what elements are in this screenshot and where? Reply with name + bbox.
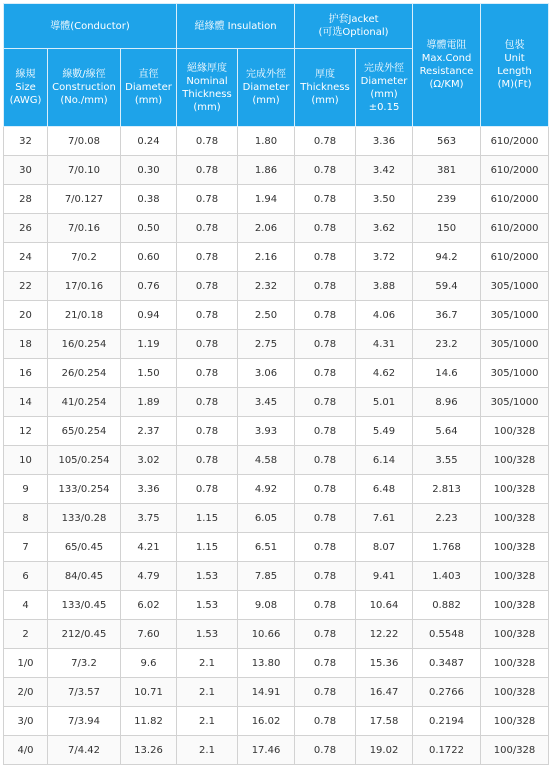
conductor-diameter-cell: 0.38 xyxy=(121,185,177,214)
construction-cell: 7/3.2 xyxy=(48,649,121,678)
jacket-thickness-cell: 0.78 xyxy=(295,388,356,417)
unit-length-cell: 305/1000 xyxy=(481,301,549,330)
unit-length-cell: 305/1000 xyxy=(481,388,549,417)
conductor-group-header: 導體(Conductor) xyxy=(4,4,177,49)
nominal-thickness-cell: 0.78 xyxy=(177,475,238,504)
construction-cell: 41/0.254 xyxy=(48,388,121,417)
size-cell: 2/0 xyxy=(4,678,48,707)
insulation-diameter-cell: 3.93 xyxy=(238,417,295,446)
unit-length-cell: 100/328 xyxy=(481,417,549,446)
table-row xyxy=(4,272,549,301)
table-row xyxy=(4,388,549,417)
jacket-diameter-cell: 3.42 xyxy=(356,156,413,185)
jacket-diameter-cell: 8.07 xyxy=(356,533,413,562)
size-cell: 3/0 xyxy=(4,707,48,736)
size-cell: 9 xyxy=(4,475,48,504)
jacket-thickness-cell: 0.78 xyxy=(295,649,356,678)
unit-length-cell: 100/328 xyxy=(481,649,549,678)
size-cell: 8 xyxy=(4,504,48,533)
conductor-diameter-cell: 10.71 xyxy=(121,678,177,707)
table-row xyxy=(4,417,549,446)
construction-cell: 7/0.10 xyxy=(48,156,121,185)
construction-cell: 7/3.94 xyxy=(48,707,121,736)
nominal-thickness-cell: 2.1 xyxy=(177,649,238,678)
conductor-diameter-cell: 3.75 xyxy=(121,504,177,533)
size-cell: 28 xyxy=(4,185,48,214)
insulation-diameter-cell: 2.16 xyxy=(238,243,295,272)
table-row xyxy=(4,214,549,243)
unit-length-header: 包裝 Unit Length (M)(Ft) xyxy=(481,4,549,127)
table-row xyxy=(4,504,549,533)
nominal-thickness-cell: 0.78 xyxy=(177,330,238,359)
size-cell: 6 xyxy=(4,562,48,591)
size-cell: 26 xyxy=(4,214,48,243)
table-row xyxy=(4,446,549,475)
max-cond-resistance-cell: 36.7 xyxy=(413,301,481,330)
nominal-thickness-cell: 2.1 xyxy=(177,736,238,765)
conductor-diameter-cell: 1.89 xyxy=(121,388,177,417)
nominal-thickness-cell: 0.78 xyxy=(177,156,238,185)
conductor-diameter-cell: 4.21 xyxy=(121,533,177,562)
conductor-diameter-cell: 0.24 xyxy=(121,127,177,156)
conductor-diameter-cell: 3.36 xyxy=(121,475,177,504)
jacket-diameter-cell: 5.49 xyxy=(356,417,413,446)
unit-length-cell: 100/328 xyxy=(481,678,549,707)
construction-cell: 84/0.45 xyxy=(48,562,121,591)
jacket-thickness-cell: 0.78 xyxy=(295,736,356,765)
size-cell: 10 xyxy=(4,446,48,475)
unit-length-cell: 610/2000 xyxy=(481,243,549,272)
unit-length-cell: 100/328 xyxy=(481,504,549,533)
table-row xyxy=(4,678,549,707)
conductor-diameter-cell: 0.94 xyxy=(121,301,177,330)
max-cond-resistance-cell: 2.23 xyxy=(413,504,481,533)
table-row xyxy=(4,127,549,156)
size-cell: 18 xyxy=(4,330,48,359)
size-cell: 14 xyxy=(4,388,48,417)
construction-cell: 212/0.45 xyxy=(48,620,121,649)
jacket-diameter-cell: 3.50 xyxy=(356,185,413,214)
unit-length-cell: 100/328 xyxy=(481,620,549,649)
jacket-thickness-cell: 0.78 xyxy=(295,330,356,359)
jacket-thickness-cell: 0.78 xyxy=(295,127,356,156)
construction-cell: 17/0.16 xyxy=(48,272,121,301)
jacket-thickness-cell: 0.78 xyxy=(295,156,356,185)
jacket-thickness-cell: 0.78 xyxy=(295,417,356,446)
max-cond-resistance-cell: 0.3487 xyxy=(413,649,481,678)
size-cell: 32 xyxy=(4,127,48,156)
insulation-diameter-cell: 9.08 xyxy=(238,591,295,620)
jacket-diameter-cell: 15.36 xyxy=(356,649,413,678)
insulation-diameter-cell: 1.86 xyxy=(238,156,295,185)
insulation-diameter-header: 完成外徑 Diameter (mm) xyxy=(238,49,295,127)
jacket-diameter-cell: 7.61 xyxy=(356,504,413,533)
unit-length-cell: 100/328 xyxy=(481,446,549,475)
max-cond-resistance-cell: 14.6 xyxy=(413,359,481,388)
size-cell: 16 xyxy=(4,359,48,388)
construction-cell: 105/0.254 xyxy=(48,446,121,475)
nominal-thickness-cell: 0.78 xyxy=(177,301,238,330)
conductor-diameter-header: 直徑 Diameter (mm) xyxy=(121,49,177,127)
jacket-thickness-cell: 0.78 xyxy=(295,620,356,649)
conductor-diameter-cell: 6.02 xyxy=(121,591,177,620)
insulation-diameter-cell: 4.58 xyxy=(238,446,295,475)
nominal-thickness-cell: 0.78 xyxy=(177,446,238,475)
size-cell: 20 xyxy=(4,301,48,330)
conductor-diameter-cell: 0.76 xyxy=(121,272,177,301)
nominal-thickness-header: 絕緣厚度 Nominal Thickness (mm) xyxy=(177,49,238,127)
conductor-diameter-cell: 0.60 xyxy=(121,243,177,272)
size-cell: 30 xyxy=(4,156,48,185)
max-cond-resistance-cell: 1.403 xyxy=(413,562,481,591)
table-row xyxy=(4,736,549,765)
unit-length-cell: 305/1000 xyxy=(481,330,549,359)
conductor-diameter-cell: 1.19 xyxy=(121,330,177,359)
unit-length-cell: 100/328 xyxy=(481,475,549,504)
jacket-diameter-cell: 3.36 xyxy=(356,127,413,156)
table-row xyxy=(4,562,549,591)
max-cond-resistance-cell: 1.768 xyxy=(413,533,481,562)
max-cond-resistance-cell: 0.2194 xyxy=(413,707,481,736)
jacket-diameter-cell: 16.47 xyxy=(356,678,413,707)
unit-length-cell: 100/328 xyxy=(481,562,549,591)
construction-cell: 7/4.42 xyxy=(48,736,121,765)
table-row xyxy=(4,359,549,388)
size-header: 線規 Size (AWG) xyxy=(4,49,48,127)
jacket-thickness-header: 厚度 Thickness (mm) xyxy=(295,49,356,127)
jacket-group-header: 护套Jacket (可选Optional) xyxy=(295,4,413,49)
nominal-thickness-cell: 1.53 xyxy=(177,591,238,620)
jacket-thickness-cell: 0.78 xyxy=(295,707,356,736)
jacket-thickness-cell: 0.78 xyxy=(295,185,356,214)
size-cell: 4/0 xyxy=(4,736,48,765)
unit-length-cell: 100/328 xyxy=(481,533,549,562)
construction-header: 線數/線徑 Construction (No./mm) xyxy=(48,49,121,127)
unit-length-cell: 610/2000 xyxy=(481,214,549,243)
size-cell: 1/0 xyxy=(4,649,48,678)
max-cond-resistance-cell: 239 xyxy=(413,185,481,214)
unit-length-cell: 610/2000 xyxy=(481,185,549,214)
table-body xyxy=(4,127,549,765)
nominal-thickness-cell: 2.1 xyxy=(177,707,238,736)
nominal-thickness-cell: 1.53 xyxy=(177,562,238,591)
table-row xyxy=(4,475,549,504)
max-cond-resistance-cell: 94.2 xyxy=(413,243,481,272)
insulation-diameter-cell: 2.32 xyxy=(238,272,295,301)
conductor-diameter-cell: 7.60 xyxy=(121,620,177,649)
size-cell: 4 xyxy=(4,591,48,620)
construction-cell: 65/0.254 xyxy=(48,417,121,446)
jacket-diameter-cell: 9.41 xyxy=(356,562,413,591)
max-cond-resistance-cell: 3.55 xyxy=(413,446,481,475)
max-cond-resistance-cell: 381 xyxy=(413,156,481,185)
insulation-diameter-cell: 2.06 xyxy=(238,214,295,243)
table-row xyxy=(4,591,549,620)
nominal-thickness-cell: 1.15 xyxy=(177,533,238,562)
jacket-diameter-cell: 12.22 xyxy=(356,620,413,649)
nominal-thickness-cell: 0.78 xyxy=(177,359,238,388)
conductor-diameter-cell: 4.79 xyxy=(121,562,177,591)
size-cell: 22 xyxy=(4,272,48,301)
conductor-diameter-cell: 13.26 xyxy=(121,736,177,765)
nominal-thickness-cell: 2.1 xyxy=(177,678,238,707)
insulation-diameter-cell: 2.75 xyxy=(238,330,295,359)
unit-length-cell: 100/328 xyxy=(481,707,549,736)
insulation-diameter-cell: 2.50 xyxy=(238,301,295,330)
jacket-diameter-cell: 4.62 xyxy=(356,359,413,388)
unit-length-cell: 610/2000 xyxy=(481,127,549,156)
insulation-diameter-cell: 17.46 xyxy=(238,736,295,765)
unit-length-cell: 100/328 xyxy=(481,591,549,620)
max-cond-resistance-cell: 0.882 xyxy=(413,591,481,620)
unit-length-cell: 305/1000 xyxy=(481,359,549,388)
jacket-thickness-cell: 0.78 xyxy=(295,243,356,272)
jacket-thickness-cell: 0.78 xyxy=(295,446,356,475)
insulation-diameter-cell: 7.85 xyxy=(238,562,295,591)
table-row xyxy=(4,649,549,678)
insulation-diameter-cell: 10.66 xyxy=(238,620,295,649)
jacket-diameter-cell: 4.06 xyxy=(356,301,413,330)
jacket-thickness-cell: 0.78 xyxy=(295,272,356,301)
insulation-diameter-cell: 6.05 xyxy=(238,504,295,533)
table-row xyxy=(4,330,549,359)
table-row xyxy=(4,301,549,330)
jacket-thickness-cell: 0.78 xyxy=(295,214,356,243)
conductor-diameter-cell: 2.37 xyxy=(121,417,177,446)
unit-length-cell: 610/2000 xyxy=(481,156,549,185)
nominal-thickness-cell: 1.53 xyxy=(177,620,238,649)
nominal-thickness-cell: 1.15 xyxy=(177,504,238,533)
construction-cell: 133/0.28 xyxy=(48,504,121,533)
jacket-diameter-cell: 19.02 xyxy=(356,736,413,765)
jacket-diameter-cell: 4.31 xyxy=(356,330,413,359)
construction-cell: 7/3.57 xyxy=(48,678,121,707)
insulation-diameter-cell: 3.06 xyxy=(238,359,295,388)
size-cell: 2 xyxy=(4,620,48,649)
conductor-diameter-cell: 11.82 xyxy=(121,707,177,736)
insulation-diameter-cell: 4.92 xyxy=(238,475,295,504)
jacket-diameter-cell: 3.72 xyxy=(356,243,413,272)
insulation-diameter-cell: 1.94 xyxy=(238,185,295,214)
insulation-diameter-cell: 14.91 xyxy=(238,678,295,707)
construction-cell: 7/0.2 xyxy=(48,243,121,272)
jacket-thickness-cell: 0.78 xyxy=(295,301,356,330)
jacket-thickness-cell: 0.78 xyxy=(295,475,356,504)
nominal-thickness-cell: 0.78 xyxy=(177,388,238,417)
nominal-thickness-cell: 0.78 xyxy=(177,417,238,446)
unit-length-cell: 100/328 xyxy=(481,736,549,765)
max-cond-resistance-cell: 0.1722 xyxy=(413,736,481,765)
conductor-diameter-cell: 0.50 xyxy=(121,214,177,243)
jacket-thickness-cell: 0.78 xyxy=(295,504,356,533)
insulation-diameter-cell: 13.80 xyxy=(238,649,295,678)
jacket-diameter-cell: 10.64 xyxy=(356,591,413,620)
construction-cell: 16/0.254 xyxy=(48,330,121,359)
jacket-diameter-cell: 3.62 xyxy=(356,214,413,243)
nominal-thickness-cell: 0.78 xyxy=(177,243,238,272)
table-row xyxy=(4,620,549,649)
size-cell: 7 xyxy=(4,533,48,562)
jacket-diameter-cell: 5.01 xyxy=(356,388,413,417)
size-cell: 24 xyxy=(4,243,48,272)
jacket-thickness-cell: 0.78 xyxy=(295,359,356,388)
max-cond-resistance-cell: 59.4 xyxy=(413,272,481,301)
nominal-thickness-cell: 0.78 xyxy=(177,214,238,243)
max-cond-resistance-cell: 563 xyxy=(413,127,481,156)
max-cond-resistance-cell: 8.96 xyxy=(413,388,481,417)
construction-cell: 7/0.08 xyxy=(48,127,121,156)
jacket-thickness-cell: 0.78 xyxy=(295,591,356,620)
jacket-thickness-cell: 0.78 xyxy=(295,562,356,591)
insulation-diameter-cell: 3.45 xyxy=(238,388,295,417)
jacket-diameter-header: 完成外徑 Diameter (mm) ±0.15 xyxy=(356,49,413,127)
construction-cell: 21/0.18 xyxy=(48,301,121,330)
construction-cell: 26/0.254 xyxy=(48,359,121,388)
max-cond-resistance-header: 導體電阻 Max.Cond Resistance (Ω/KM) xyxy=(413,4,481,127)
construction-cell: 7/0.16 xyxy=(48,214,121,243)
max-cond-resistance-cell: 0.5548 xyxy=(413,620,481,649)
construction-cell: 133/0.254 xyxy=(48,475,121,504)
jacket-thickness-cell: 0.78 xyxy=(295,678,356,707)
max-cond-resistance-cell: 0.2766 xyxy=(413,678,481,707)
jacket-diameter-cell: 6.14 xyxy=(356,446,413,475)
size-cell: 12 xyxy=(4,417,48,446)
conductor-diameter-cell: 0.30 xyxy=(121,156,177,185)
insulation-diameter-cell: 6.51 xyxy=(238,533,295,562)
construction-cell: 7/0.127 xyxy=(48,185,121,214)
jacket-diameter-cell: 6.48 xyxy=(356,475,413,504)
conductor-diameter-cell: 9.6 xyxy=(121,649,177,678)
conductor-diameter-cell: 1.50 xyxy=(121,359,177,388)
table-row xyxy=(4,185,549,214)
max-cond-resistance-cell: 150 xyxy=(413,214,481,243)
insulation-diameter-cell: 16.02 xyxy=(238,707,295,736)
table-row xyxy=(4,243,549,272)
nominal-thickness-cell: 0.78 xyxy=(177,185,238,214)
jacket-thickness-cell: 0.78 xyxy=(295,533,356,562)
jacket-diameter-cell: 3.88 xyxy=(356,272,413,301)
nominal-thickness-cell: 0.78 xyxy=(177,272,238,301)
unit-length-cell: 305/1000 xyxy=(481,272,549,301)
table-row xyxy=(4,156,549,185)
insulation-group-header: 絕緣體 Insulation xyxy=(177,4,295,49)
construction-cell: 133/0.45 xyxy=(48,591,121,620)
table-row xyxy=(4,533,549,562)
jacket-diameter-cell: 17.58 xyxy=(356,707,413,736)
max-cond-resistance-cell: 23.2 xyxy=(413,330,481,359)
max-cond-resistance-cell: 5.64 xyxy=(413,417,481,446)
wire-spec-table xyxy=(3,3,549,765)
max-cond-resistance-cell: 2.813 xyxy=(413,475,481,504)
table-row xyxy=(4,707,549,736)
conductor-diameter-cell: 3.02 xyxy=(121,446,177,475)
nominal-thickness-cell: 0.78 xyxy=(177,127,238,156)
insulation-diameter-cell: 1.80 xyxy=(238,127,295,156)
construction-cell: 65/0.45 xyxy=(48,533,121,562)
